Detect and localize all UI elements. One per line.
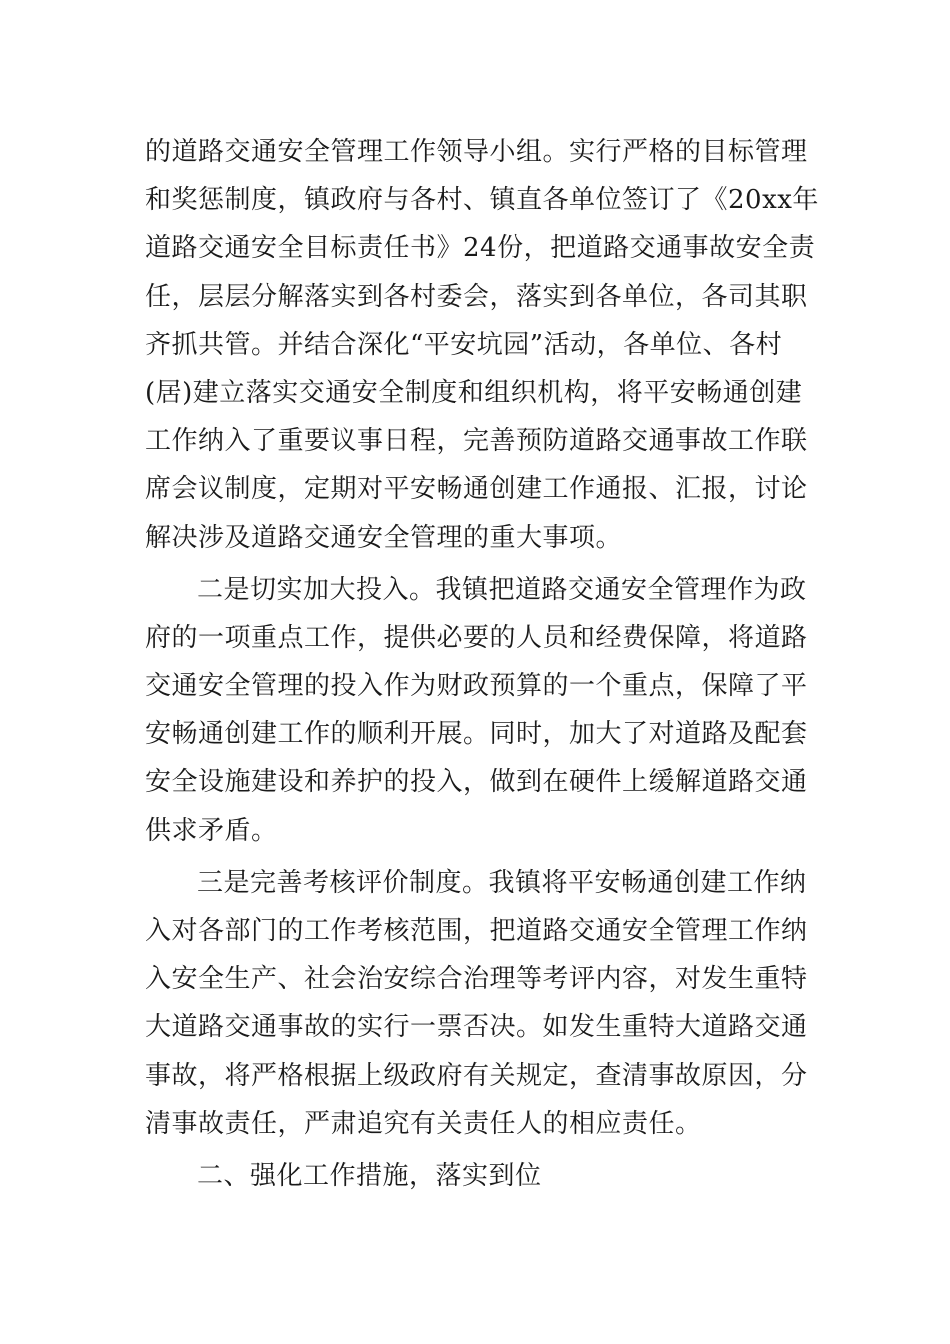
text-line: 和奖惩制度，镇政府与各村、镇直各单位签订了《20xx年 <box>145 185 819 216</box>
text-line: (居)建立落实交通安全制度和组织机构，将平安畅通创建 <box>145 377 803 408</box>
text-line: 二是切实加大投入。我镇把道路交通安全管理作为政 <box>197 574 807 605</box>
paragraph-investment <box>145 566 810 855</box>
text-line: 工作纳入了重要议事日程，完善预防道路交通事故工作联 <box>145 426 808 457</box>
text-line: 府的一项重点工作，提供必要的人员和经费保障，将道路 <box>145 622 808 653</box>
text-line: 供求矛盾。 <box>145 815 278 846</box>
text-line: 道路交通安全目标责任书》24份，把道路交通事故安全责 <box>145 233 816 264</box>
text-line: 的道路交通安全管理工作领导小组。实行严格的目标管理 <box>145 137 808 167</box>
text-line: 入安全生产、社会治安综合治理等考评内容，对发生重特 <box>145 964 808 995</box>
text-line: 任，层层分解落实到各村委会，落实到各单位，各司其职 <box>145 281 808 312</box>
text-line: 清事故责任，严肃追究有关责任人的相应责任。 <box>145 1108 702 1139</box>
text-line: 齐抓共管。并结合深化“平安坑园”活动，各单位、各村 <box>145 329 783 360</box>
text-line: 事故，将严格根据上级政府有关规定，查清事故原因，分 <box>145 1060 808 1091</box>
text-line: 席会议制度，定期对平安畅通创建工作通报、汇报，讨论 <box>145 474 808 505</box>
text-line: 大道路交通事故的实行一票否决。如发生重特大道路交通 <box>145 1012 808 1043</box>
text-line: 三是完善考核评价制度。我镇将平安畅通创建工作纳 <box>197 867 807 898</box>
text-line: 安全设施建设和养护的投入，做到在硬件上缓解道路交通 <box>145 767 808 798</box>
text-line: 入对各部门的工作考核范围，把道路交通安全管理工作纳 <box>145 916 808 946</box>
text-line: 安畅通创建工作的顺利开展。同时，加大了对道路及配套 <box>145 719 808 750</box>
document-body <box>145 128 819 1200</box>
paragraph-leadership <box>145 128 819 562</box>
text-line: 交通安全管理的投入作为财政预算的一个重点，保障了平 <box>145 671 808 702</box>
section-heading: 二、强化工作措施，落实到位 <box>197 1160 542 1191</box>
text-line: 解决涉及道路交通安全管理的重大事项。 <box>145 522 623 553</box>
paragraph-evaluation <box>145 859 810 1148</box>
